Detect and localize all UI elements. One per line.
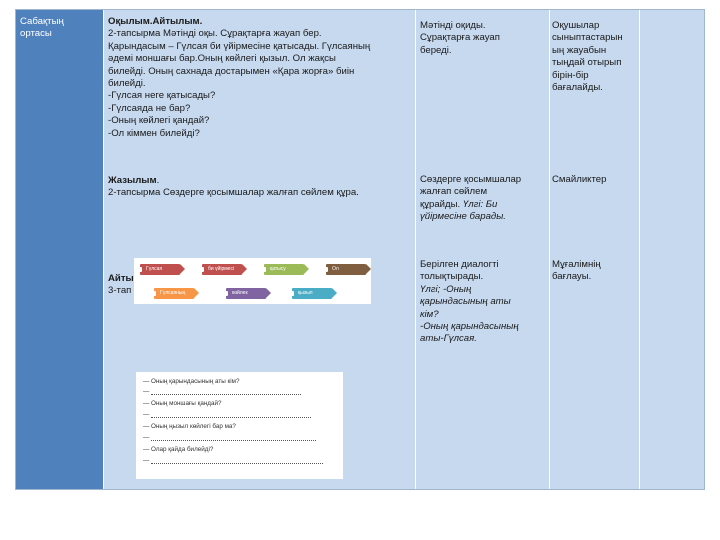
example-text: -Оның қарындасының	[420, 321, 519, 333]
example-text: Би	[483, 198, 498, 210]
smiley-label: Смайликтер	[552, 174, 607, 185]
word-sticker: Гүлсаяның	[154, 288, 194, 299]
word-sticker: би үйірмесі	[202, 264, 242, 275]
assessment-line: бағлауы.	[552, 271, 592, 283]
task-line: Қарындасым – Гүлсая би үйірмесіне қатысады. Гүлсаяның	[108, 40, 371, 52]
assessment-line: Мұғалімнің	[552, 259, 601, 270]
answer-line	[151, 440, 316, 441]
result-line: Сөздерге қосымшалар	[420, 174, 522, 185]
lesson-table	[15, 9, 705, 490]
result-block-1	[420, 20, 548, 57]
result-line: Мәтінді оқиды.	[420, 20, 486, 31]
question-line: -Ол кіммен билейді?	[108, 127, 200, 139]
writing-section: Жазылым. 2-тапсырма Сөздерге қосымшалар жалғап сөйлем құра.	[108, 175, 413, 200]
answer-line	[151, 417, 311, 418]
result-line: береді.	[420, 44, 452, 56]
word-sticker: көйлек	[226, 288, 266, 299]
task-line: билейді. Оның сахнада достарымен «Қара жорға» биін	[108, 65, 355, 77]
header-column	[16, 10, 104, 489]
result-line: толықтырады.	[420, 271, 484, 283]
example-text: -Оның	[440, 283, 472, 295]
example-text: аты-Гүлсая.	[420, 333, 477, 345]
task-line: билейді.	[108, 78, 146, 90]
assessment-column	[550, 10, 640, 489]
assessment-line: бағалайды.	[552, 82, 603, 94]
worksheet-question: Оның моншағы қандай?	[151, 400, 222, 407]
task-line: 2-тапсырма Мәтінді оқы. Сұрақтарға жауап бер.	[108, 28, 322, 40]
worksheet-question: Олар қайда билейді?	[151, 446, 214, 453]
word-stickers-image	[134, 258, 371, 304]
speaking-heading: Айты	[108, 273, 134, 284]
assessment-block-2	[552, 174, 640, 186]
answer-line	[151, 394, 301, 395]
label-line: Сабақтың	[20, 16, 64, 27]
assessment-block-1	[552, 20, 640, 94]
assessment-line: Оқушылар	[552, 20, 600, 31]
worksheet-question: Оның ңызыл көйлегі бар ма?	[151, 423, 236, 430]
example-text: қарындасының аты	[420, 296, 511, 308]
result-block-2	[420, 174, 548, 224]
result-line: құрайды.	[420, 198, 461, 210]
lesson-part-label	[20, 16, 100, 41]
assessment-line: тыңдай отырып	[552, 57, 622, 69]
assessment-line: сыныптастарын	[552, 32, 623, 44]
word-sticker: қызыл	[292, 288, 332, 299]
dialogue-worksheet-image: — Оның қарындасының аты кім? — — Оның моншағы қандай? — — Оның ңызыл көйлегі бар ма? — — Олар қайда билейді? —	[136, 372, 343, 479]
label-line: ортасы	[20, 28, 52, 40]
example-label: Үлгі;	[420, 283, 441, 295]
result-line: Сұрақтарға жауап	[420, 32, 500, 44]
word-sticker: Гүлсая	[140, 264, 180, 275]
word-sticker: Ол	[326, 264, 366, 275]
example-text: кім?	[420, 308, 439, 320]
task3-prefix: 3-тап	[108, 285, 132, 297]
reading-section	[108, 16, 413, 140]
expected-result-column	[416, 10, 550, 489]
writing-heading: Жазылым	[108, 175, 157, 186]
task-line: әдемі моншағы бар.Оның көйлегі қызыл. Ол жақсы	[108, 53, 336, 65]
word-sticker: қатысу	[264, 264, 304, 275]
assessment-line: бірін-бір	[552, 69, 589, 81]
result-line: Берілген диалогті	[420, 259, 499, 270]
worksheet-question: Оның қарындасының аты кім?	[151, 378, 240, 385]
question-line: -Гүлсаяда не бар?	[108, 102, 191, 114]
empty-column	[640, 10, 706, 489]
writing-task: 2-тапсырма Сөздерге қосымшалар жалғап сөйлем құра.	[108, 187, 359, 199]
question-line: -Гүлсая неге қатысады?	[108, 90, 216, 102]
example-text: үйірмесіне барады.	[420, 211, 506, 223]
assessment-line: ың жауабын	[552, 44, 607, 56]
assessment-block-3	[552, 259, 640, 284]
question-line: -Оның көйлегі қандай?	[108, 115, 210, 127]
answer-line	[151, 463, 323, 464]
result-block-3	[420, 259, 548, 346]
reading-heading: Оқылым.Айтылым.	[108, 16, 203, 27]
result-line: жалғап сөйлем	[420, 186, 488, 198]
example-label: Үлгі:	[462, 198, 484, 210]
